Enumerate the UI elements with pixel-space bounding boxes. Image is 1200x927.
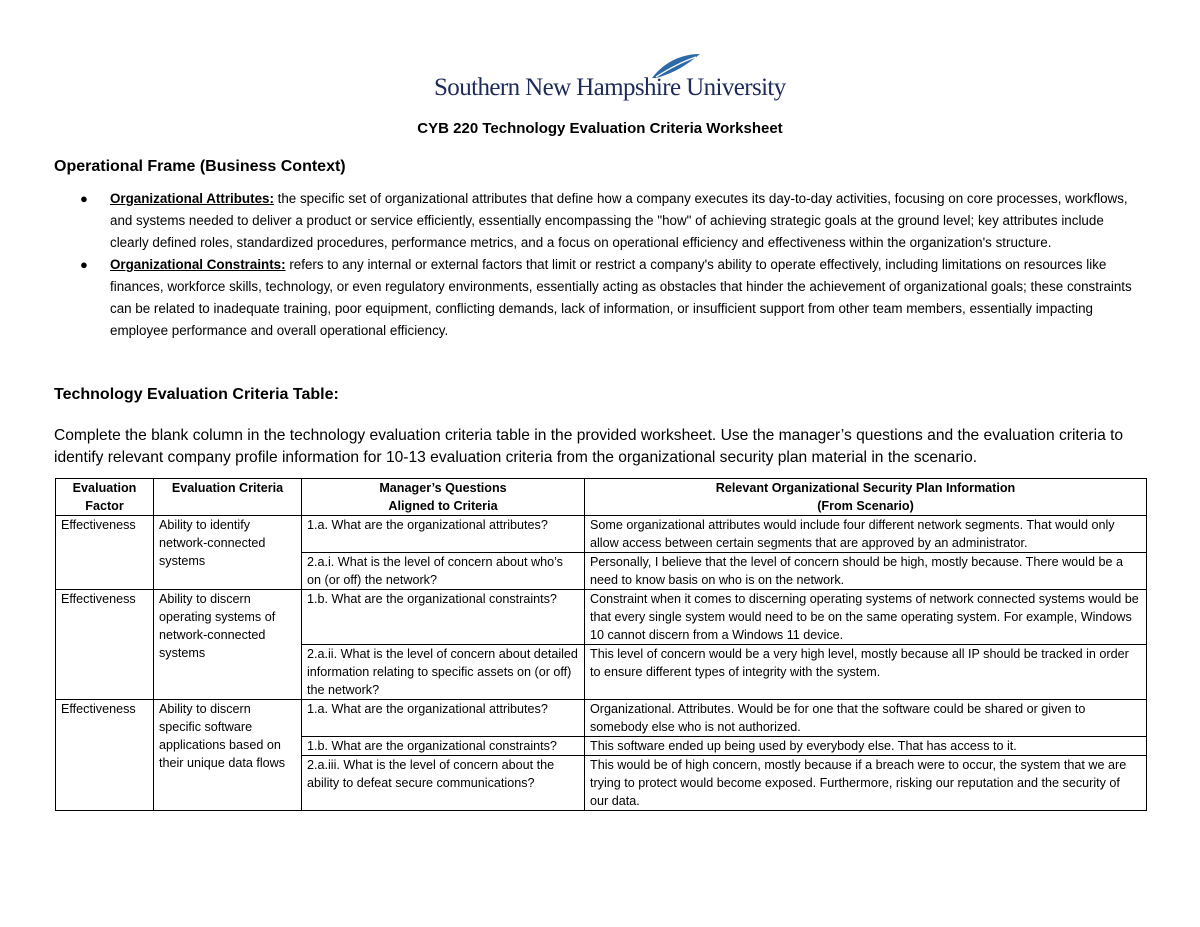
info-cell: This level of concern would be a very high level, mostly because all IP should be tracked in order to ensure different types of integrity with the system. [585, 645, 1147, 700]
table-row [56, 516, 1147, 553]
header-questions-line2: Aligned to Criteria [388, 499, 498, 513]
question-cell: 2.a.iii. What is the level of concern about the ability to defeat secure communications? [302, 756, 585, 811]
criteria-cell: Ability to identify network-connected systems [154, 516, 302, 590]
bullet-item-constraints [80, 254, 1140, 342]
bullet-dot-icon: ● [80, 257, 88, 272]
table-section-heading: Technology Evaluation Criteria Table: [54, 386, 339, 403]
logo-text: Southern New Hampshire University [434, 74, 786, 101]
table-row [56, 590, 1147, 645]
question-cell: 1.a. What are the organizational attributes? [302, 516, 585, 553]
factor-cell: Effectiveness [56, 700, 154, 811]
table-header-row [56, 479, 1147, 516]
instructions: Complete the blank column in the technology evaluation criteria table in the provided worksheet. Use the manager’s questions and the evaluation criteria to identify relevant company profile information for 10-13 evaluation criteria from the organizational security plan material in the scenario. [54, 427, 1124, 466]
header-questions [302, 479, 585, 516]
question-cell: 1.b. What are the organizational constraints? [302, 590, 585, 645]
info-cell: Personally, I believe that the level of concern should be high, mostly because. There would be a need to know basis on who is on the network. [585, 553, 1147, 590]
info-cell: Organizational. Attributes. Would be for one that the software could be shared or given to somebody else who is not authorized. [585, 700, 1147, 737]
bullet-dot-icon: ● [80, 191, 88, 206]
header-info [585, 479, 1147, 516]
bullet-text: refers to any internal or external factors that limit or restrict a company's ability to operate effectively, including limitations on resources like finances, workforce skills, technology, or even regulatory environments, essentially acting as obstacles that hinder the achievement of organizational goals; these constraints can be related to inadequate training, poor equipment, conflicting demands, lack of information, or insufficient support from other team members, essentially impacting employee performance and overall operational efficiency. [110, 257, 1132, 338]
criteria-table [55, 478, 1147, 811]
bullet-term: Organizational Attributes: [110, 191, 274, 206]
bullet-item-attributes [80, 188, 1140, 254]
header-factor-line2: Factor [85, 499, 124, 513]
question-cell: 2.a.ii. What is the level of concern about detailed information relating to specific assets on (or off) the network? [302, 645, 585, 700]
question-cell: 2.a.i. What is the level of concern about who’s on (or off) the network? [302, 553, 585, 590]
bullet-list [80, 188, 1140, 342]
bullet-text: the specific set of organizational attributes that define how a company executes its day-to-day activities, focusing on core processes, workflows, and systems needed to deliver a product or service efficiently, essentially encompassing the "how" of achieving strategic goals at the ground level; key attributes include clearly defined roles, standardized procedures, performance metrics, and a focus on operational efficiency and effectiveness within the organization's structure. [110, 191, 1128, 250]
header-info-line1: Relevant Organizational Security Plan Information [715, 481, 1016, 495]
header-info-line2: (From Scenario) [817, 499, 914, 513]
criteria-cell: Ability to discern specific software applications based on their unique data flows [154, 700, 302, 811]
university-logo [434, 52, 786, 108]
question-cell: 1.a. What are the organizational attributes? [302, 700, 585, 737]
header-factor [56, 479, 154, 516]
info-cell: Constraint when it comes to discerning operating systems of network connected systems would be that every single system would need to be on the same operating system. For example, Windows 10 cannot discern from a Windows 11 device. [585, 590, 1147, 645]
header-questions-line1: Manager’s Questions [379, 481, 507, 495]
criteria-cell: Ability to discern operating systems of network-connected systems [154, 590, 302, 700]
page-title: CYB 220 Technology Evaluation Criteria Worksheet [417, 120, 783, 137]
bullet-term: Organizational Constraints: [110, 257, 286, 272]
info-cell: This software ended up being used by everybody else. That has access to it. [585, 737, 1147, 756]
info-cell: Some organizational attributes would include four different network segments. That would only allow access between certain segments that are approved by an administrator. [585, 516, 1147, 553]
header-criteria-label: Evaluation Criteria [171, 481, 284, 495]
operational-frame-heading: Operational Frame (Business Context) [54, 158, 346, 175]
header-criteria [154, 479, 302, 516]
question-cell: 1.b. What are the organizational constraints? [302, 737, 585, 756]
factor-cell: Effectiveness [56, 590, 154, 700]
table-row [56, 700, 1147, 737]
info-cell: This would be of high concern, mostly because if a breach were to occur, the system that we are trying to protect would become exposed. Furthermore, risking our reputation and the security of our data. [585, 756, 1147, 811]
factor-cell: Effectiveness [56, 516, 154, 590]
header-factor-line1: Evaluation [72, 481, 137, 495]
